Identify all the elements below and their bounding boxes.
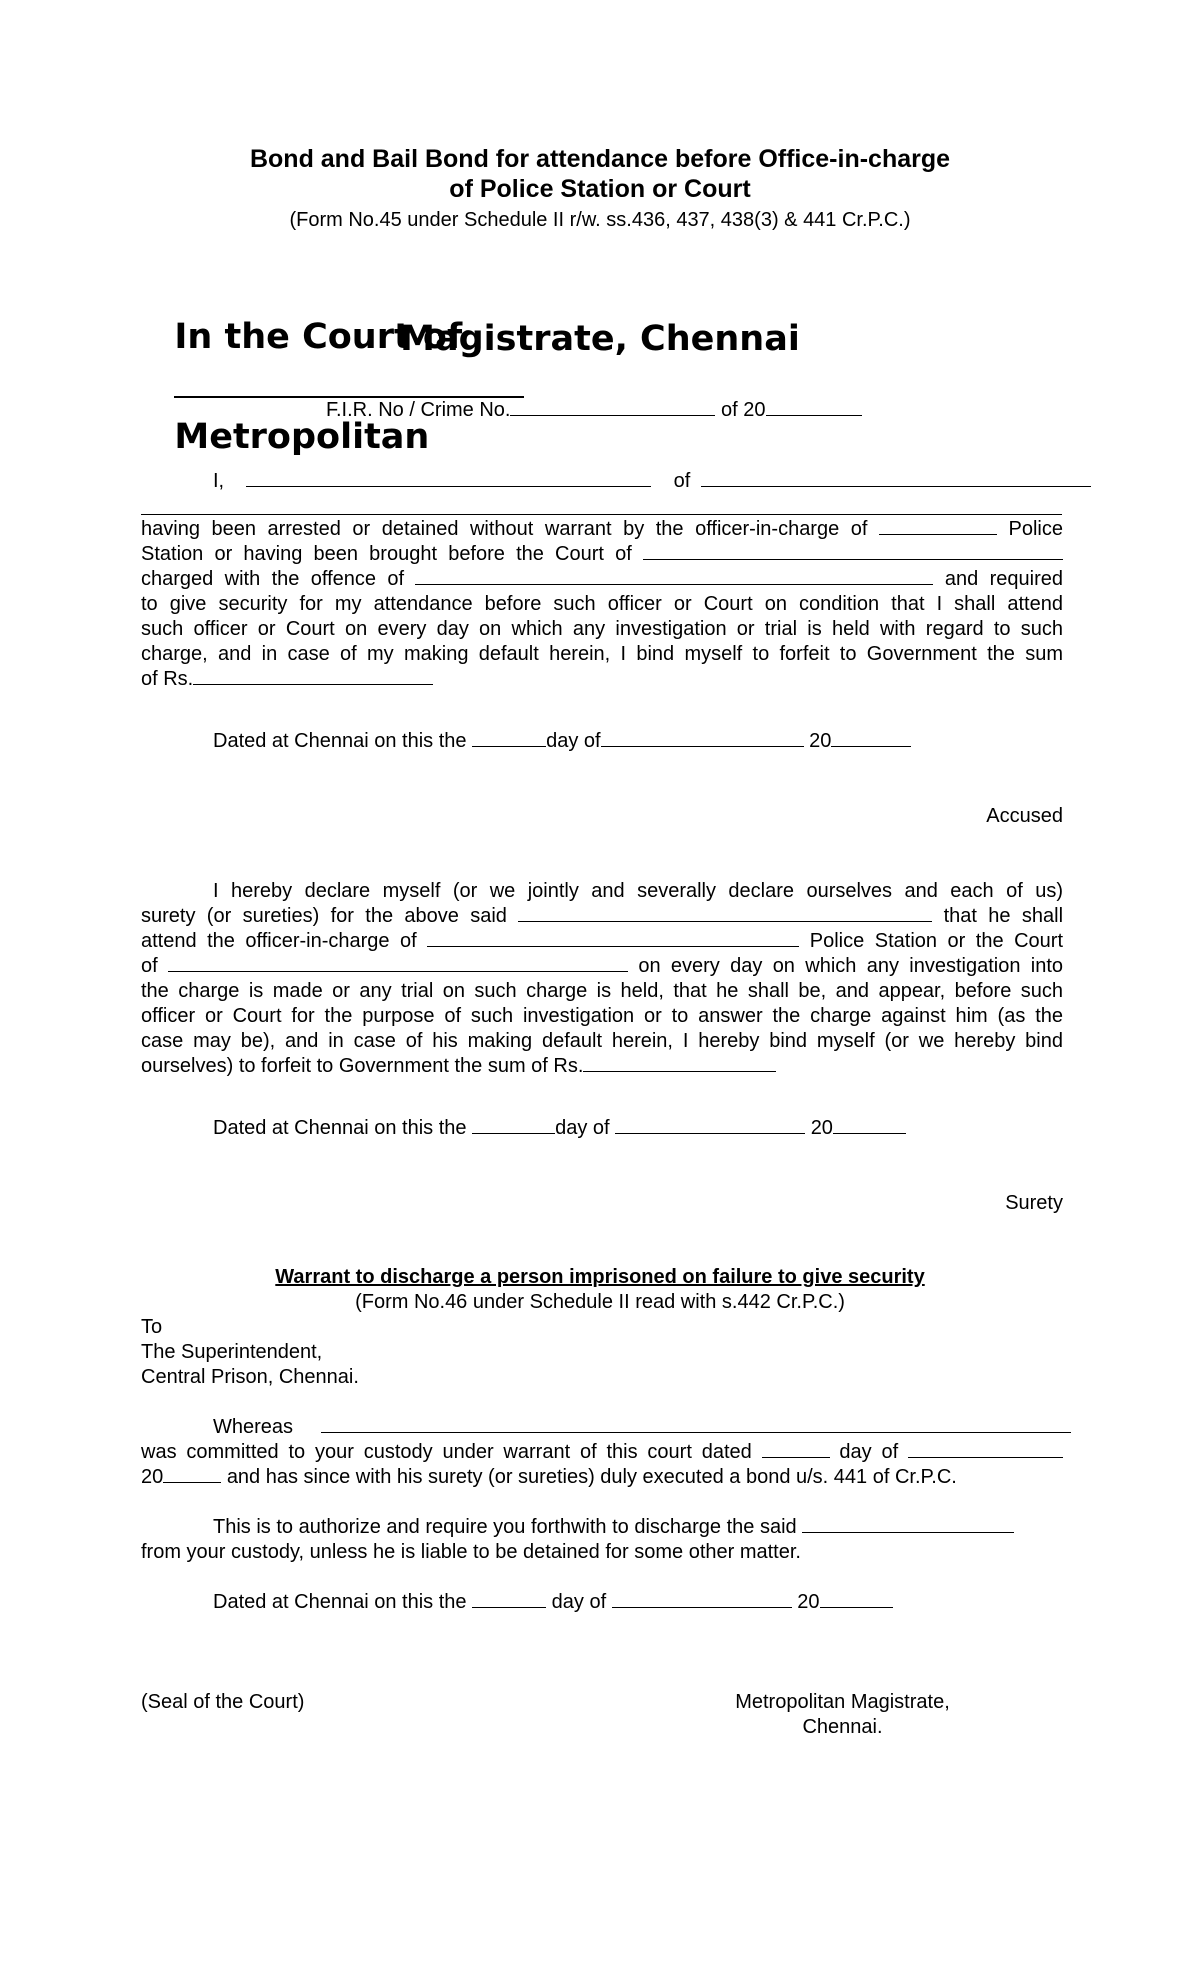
- warrant-dated-label: Dated at Chennai on this the: [213, 1591, 467, 1613]
- accused-address-blank-2[interactable]: [141, 514, 1062, 515]
- form-subtitle: (Form No.45 under Schedule II r/w. ss.436, 437, 438(3) & 441 Cr.P.C.): [289, 209, 911, 231]
- of-label: of: [673, 470, 691, 492]
- committed-line: [141, 1440, 1063, 1465]
- whereas-label: Whereas: [213, 1416, 294, 1438]
- surety-line-2-text: surety (or sureties) for the above said: [141, 905, 507, 927]
- form-title-line1: Bond and Bail Bond for attendance before Office-in-charge: [249, 145, 951, 173]
- court-suffix: Metropolitan: [174, 417, 430, 457]
- bond-line-3-end: and required: [944, 568, 1064, 590]
- accused-address-blank[interactable]: [701, 469, 1091, 487]
- executed-text: and has since with his surety (or sureties) duly executed a bond u/s. 441 of Cr.P.C.: [226, 1466, 957, 1488]
- warrant-title-text: Warrant to discharge a person imprisoned on failure to give security: [275, 1266, 925, 1288]
- discharge-name-blank[interactable]: [802, 1515, 1014, 1533]
- warrant-month-blank[interactable]: [908, 1440, 1063, 1458]
- bond-line-2-text: Station or having been brought before the Court of: [141, 543, 632, 565]
- bond-year-blank[interactable]: [831, 729, 911, 747]
- surety-year-blank[interactable]: [833, 1116, 906, 1134]
- surety-line-3: [141, 929, 1063, 954]
- surety-rs-label: ourselves) to forfeit to Government the sum of Rs.: [141, 1055, 584, 1077]
- court-prefix: In the Court of: [174, 317, 463, 357]
- warrant-year-blank[interactable]: [163, 1465, 221, 1483]
- court-heading-line2: Magistrate, Chennai: [400, 319, 800, 359]
- i-label: I,: [213, 470, 225, 492]
- warrant-dated-year-blank[interactable]: [820, 1590, 893, 1608]
- day-of-label: day of: [546, 730, 601, 752]
- year-label: 20: [809, 730, 832, 752]
- fir-line: [326, 398, 862, 422]
- custody-line: from your custody, unless he is liable to be detained for some other matter.: [141, 1541, 801, 1563]
- fir-year-label: of 20: [721, 399, 766, 421]
- court-name-blank[interactable]: [174, 370, 524, 398]
- surety-line-3-text: attend the officer-in-charge of: [141, 930, 417, 952]
- committed-text: was committed to your custody under warrant of this court dated: [141, 1441, 752, 1463]
- surety-line-4: [141, 954, 1063, 979]
- bond-month-blank[interactable]: [601, 729, 804, 747]
- surety-amount-blank[interactable]: [583, 1054, 776, 1072]
- prisoner-name-blank[interactable]: [321, 1415, 1071, 1433]
- warrant-dated-line: [213, 1590, 893, 1614]
- authorize-line: [213, 1515, 1014, 1539]
- whereas-line: [213, 1415, 1071, 1439]
- surety-line-8: [141, 1054, 776, 1078]
- authorize-text: This is to authorize and require you forthwith to discharge the said: [213, 1516, 797, 1538]
- addressee-line-2: Central Prison, Chennai.: [141, 1366, 359, 1388]
- bond-line-5: such officer or Court on every day on which any investigation or trial is held with regard to such: [141, 618, 1063, 640]
- surety-line-3-end: Police Station or the Court: [809, 930, 1064, 952]
- magistrate-line-2: Chennai.: [802, 1716, 883, 1738]
- fir-label: F.I.R. No / Crime No.: [326, 399, 511, 421]
- surety-line-5: the charge is made or any trial on such charge is held, that he shall be, and appear, before such: [141, 980, 1063, 1002]
- committed-day-of: day of: [839, 1441, 899, 1463]
- surety-line-2: [141, 904, 1063, 929]
- executed-line: [141, 1465, 957, 1489]
- warrant-dated-year-label: 20: [797, 1591, 820, 1613]
- surety-line-1: I hereby declare myself (or we jointly and severally declare ourselves and each of us): [213, 880, 1063, 902]
- surety-dated-label: Dated at Chennai on this the: [213, 1117, 467, 1139]
- accused-blank[interactable]: [518, 904, 932, 922]
- police-station-blank[interactable]: [879, 517, 997, 535]
- fir-year-blank[interactable]: [766, 398, 862, 416]
- surety-line-4-end: on every day on which any investigation into: [638, 955, 1064, 977]
- accused-name-blank[interactable]: [246, 469, 651, 487]
- fir-number-blank[interactable]: [510, 398, 715, 416]
- surety-court-blank[interactable]: [168, 954, 628, 972]
- surety-station-blank[interactable]: [427, 929, 799, 947]
- bond-line-3: [141, 567, 1063, 592]
- bond-amount-blank[interactable]: [193, 667, 433, 685]
- bond-line-4: to give security for my attendance before such officer or Court on condition that I shall attend: [141, 593, 1063, 615]
- rs-label: of Rs.: [141, 668, 194, 690]
- bond-line-6: charge, and in case of my making default herein, I bind myself to forfeit to Government the sum: [141, 643, 1063, 665]
- accused-name-line: [213, 469, 1091, 493]
- surety-signature-label: Surety: [1005, 1192, 1063, 1214]
- magistrate-line-1: Metropolitan Magistrate,: [735, 1691, 950, 1713]
- bond-dated-line: [213, 729, 911, 753]
- warrant-day-blank[interactable]: [762, 1440, 830, 1458]
- bond-line-1-text: having been arrested or detained without warrant by the officer-in-charge of: [141, 518, 868, 540]
- bond-line-1-end: Police: [1008, 518, 1063, 540]
- warrant-dated-month-blank[interactable]: [612, 1590, 792, 1608]
- to-label: To: [141, 1316, 163, 1338]
- surety-line-4-text: of: [141, 955, 158, 977]
- warrant-title: [0, 1265, 1200, 1289]
- warrant-subtitle: (Form No.46 under Schedule II read with s.442 Cr.P.C.): [355, 1291, 845, 1313]
- surety-line-2-end: that he shall: [943, 905, 1064, 927]
- surety-year-label: 20: [810, 1117, 833, 1139]
- seal-label: (Seal of the Court): [141, 1691, 305, 1713]
- surety-month-blank[interactable]: [615, 1116, 805, 1134]
- bond-line-2: [141, 542, 1063, 567]
- dated-label: Dated at Chennai on this the: [213, 730, 467, 752]
- addressee-line-1: The Superintendent,: [141, 1341, 323, 1363]
- surety-day-blank[interactable]: [472, 1116, 555, 1134]
- surety-day-of-label: day of: [555, 1117, 610, 1139]
- bond-line-1: [141, 517, 1063, 542]
- accused-signature-label: Accused: [986, 805, 1063, 827]
- offence-blank[interactable]: [415, 567, 933, 585]
- bond-line-7: [141, 667, 433, 691]
- warrant-year-label: 20: [141, 1466, 164, 1488]
- court-blank[interactable]: [643, 542, 1063, 560]
- warrant-dated-day-of: day of: [551, 1591, 607, 1613]
- surety-dated-line: [213, 1116, 906, 1140]
- bond-day-blank[interactable]: [472, 729, 546, 747]
- surety-line-7: case may be), and in case of his making default herein, I hereby bind myself (or we hereby bind: [141, 1030, 1063, 1052]
- surety-line-6: officer or Court for the purpose of such investigation or to answer the charge against him (as the: [141, 1005, 1063, 1027]
- bond-line-3-text: charged with the offence of: [141, 568, 405, 590]
- warrant-dated-day-blank[interactable]: [472, 1590, 546, 1608]
- form-title-line2: of Police Station or Court: [449, 175, 751, 203]
